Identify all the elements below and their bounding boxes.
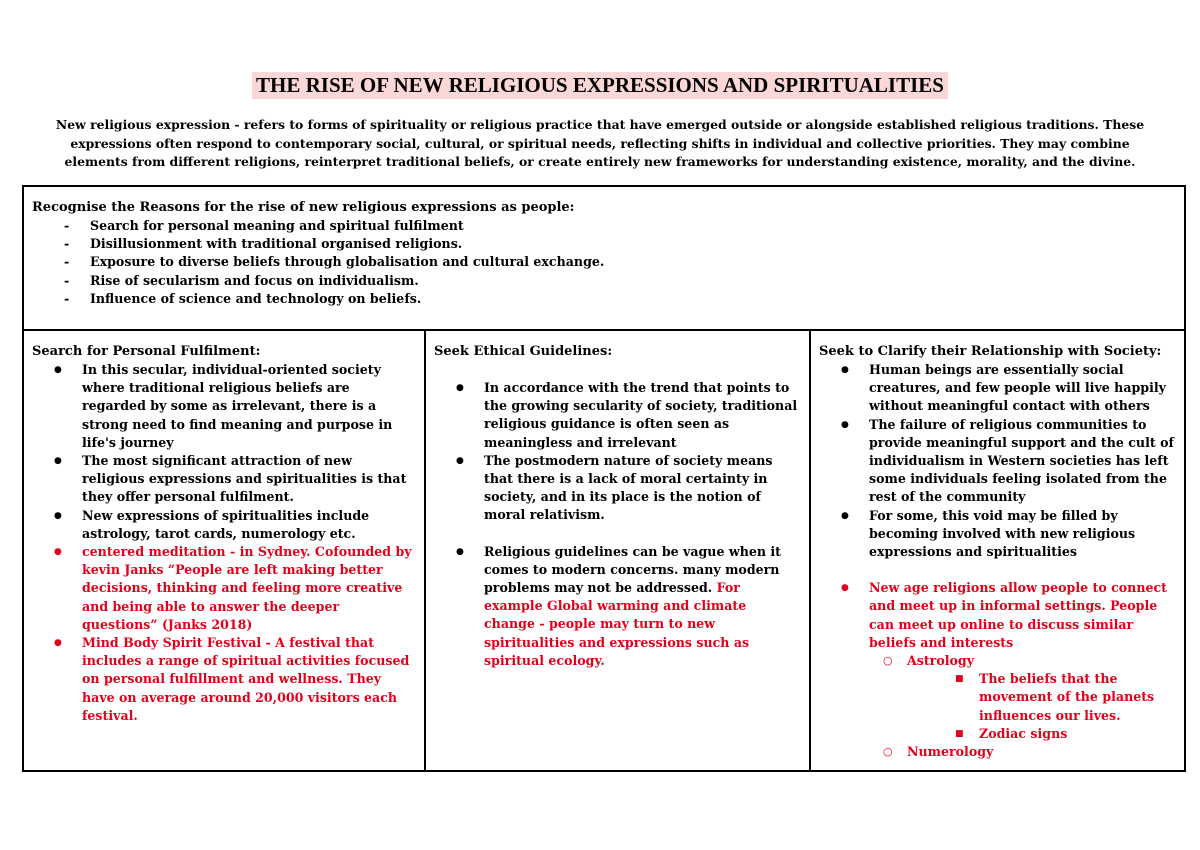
reason-item: - Rise of secularism and focus on individualism.	[32, 272, 1176, 290]
three-column-table	[22, 329, 1186, 772]
ethical-list	[434, 379, 801, 670]
ethical-heading: Seek Ethical Guidelines:	[434, 344, 613, 359]
society-list	[819, 361, 1176, 652]
society-item: ● The failure of religious communities to provide meaningful support and the cult of individualism in Western societies has left some individuals feeling isolated from the rest of the community	[819, 416, 1176, 507]
society-sub-item: ○ Astrology	[819, 652, 1176, 670]
reason-item: - Influence of science and technology on beliefs.	[32, 290, 1176, 308]
fulfilment-item: ● In this secular, individual-oriented society where traditional religious beliefs are regarded by some as irrelevant, there is a strong need to find meaning and purpose in life's journey	[32, 361, 416, 452]
reasons-heading: Recognise the Reasons for the rise of new religious expressions as people:	[32, 200, 575, 215]
ethical-item-example: For example Global warming and climate change - people may turn to new spiritualities and expressions such as spiritual ecology.	[484, 580, 750, 668]
ethical-item	[434, 543, 801, 670]
society-item-new-age: ● New age religions allow people to connect and meet up in informal settings. People can meet up online to discuss similar beliefs and interests	[819, 579, 1176, 652]
society-sublist-2	[819, 743, 1176, 761]
fulfilment-item-meditation: ● centered meditation - in Sydney. Cofounded by kevin Janks “People are left making better decisions, thinking and feeling more creative and being able to answer the deeper questions” (Janks 2018)	[32, 543, 416, 634]
fulfilment-item: ● The most significant attraction of new religious expressions and spiritualities is that they offer personal fulfilment.	[32, 452, 416, 507]
ethical-item: ● The postmodern nature of society means that there is a lack of moral certainty in society, and in its place is the notion of moral relativism.	[434, 452, 801, 525]
society-sub-item: ○ Numerology	[819, 743, 1176, 761]
society-item: ● Human beings are essentially social creatures, and few people will live happily without meaningful contact with others	[819, 361, 1176, 416]
society-column	[811, 331, 1184, 770]
reason-item: - Disillusionment with traditional organised religions.	[32, 235, 1176, 253]
reason-item: - Search for personal meaning and spiritual fulfilment	[32, 217, 1176, 235]
fulfilment-heading: Search for Personal Fulfilment:	[32, 344, 261, 359]
fulfilment-item-festival: ● Mind Body Spirit Festival - A festival that includes a range of spiritual activities focused on personal fulfillment and wellness. They have on average around 20,000 visitors each festival.	[32, 634, 416, 725]
society-item: ● For some, this void may be filled by becoming involved with new religious expressions and spiritualities	[819, 507, 1176, 562]
society-sublist	[819, 652, 1176, 670]
fulfilment-column	[24, 331, 426, 770]
fulfilment-list	[32, 361, 416, 725]
reason-item: - Exposure to diverse beliefs through globalisation and cultural exchange.	[32, 253, 1176, 271]
page-title: THE RISE OF NEW RELIGIOUS EXPRESSIONS AND SPIRITUALITIES	[252, 72, 948, 99]
society-subsublist	[819, 670, 1176, 743]
society-subsub-item: ■ The beliefs that the movement of the planets influences our lives.	[819, 670, 1176, 725]
ethical-item-text: Religious guidelines can be vague when it comes to modern concerns. many modern problems may not be addressed.	[484, 543, 782, 596]
reasons-list	[32, 217, 1176, 308]
ethical-column	[426, 331, 811, 770]
reasons-box	[22, 185, 1186, 331]
society-heading: Seek to Clarify their Relationship with Society:	[819, 344, 1162, 359]
fulfilment-item: ● New expressions of spiritualities include astrology, tarot cards, numerology etc.	[32, 507, 416, 543]
intro-paragraph: New religious expression - refers to forms of spirituality or religious practice that have emerged outside or alongside established religious traditions. These expressions often respond to contemporary social, cultural, or spiritual needs, reflecting shifts in individual and collective priorities. They may combine elements from different religions, reinterpret traditional beliefs, or create entirely new frameworks for understanding existence, morality, and the divine.	[55, 117, 1145, 169]
title-wrap	[0, 72, 1200, 99]
ethical-item: ● In accordance with the trend that points to the growing secularity of society, traditional religious guidance is often seen as meaningless and irrelevant	[434, 379, 801, 452]
society-subsub-item: ■ Zodiac signs	[819, 725, 1176, 743]
